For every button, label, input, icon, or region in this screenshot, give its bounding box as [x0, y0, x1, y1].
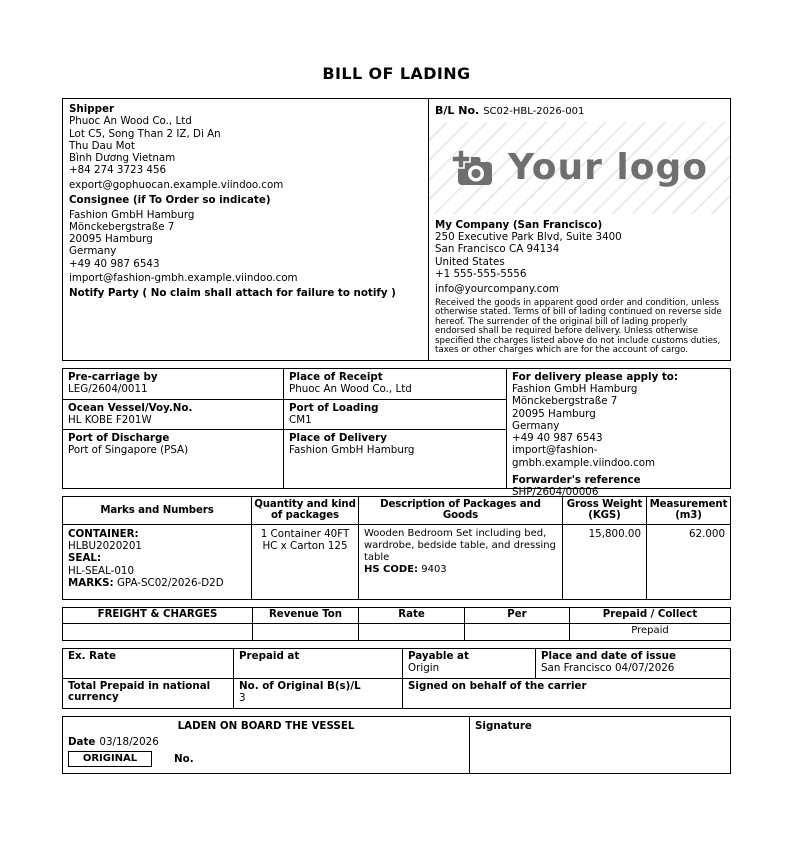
marks-line [68, 577, 246, 589]
ex-rate-label: Ex. Rate [68, 649, 116, 662]
payable-at-label: Payable at [408, 649, 469, 662]
page-title: BILL OF LADING [322, 64, 471, 83]
pre-carriage-cell [63, 369, 283, 399]
place-of-receipt-value: Phuoc An Wood Co., Ltd [289, 383, 412, 396]
column-header-per: Per [464, 608, 569, 624]
shipper-phone: +84 274 3723 456 [69, 164, 167, 177]
shipper-address-line: Lot C5, Song Than 2 IZ, Di An [69, 127, 221, 140]
marks-label: MARKS: [68, 576, 114, 589]
laden-date-row [68, 736, 464, 748]
rate-value-cell [358, 624, 464, 640]
place-of-delivery-label: Place of Delivery [289, 431, 387, 444]
delivery-apply-line: Fashion GmbH Hamburg [512, 383, 638, 396]
payment-section [62, 648, 731, 709]
place-date-issue-cell [535, 649, 730, 678]
parties-section [62, 98, 731, 361]
description-text: Wooden Bedroom Set including bed, wardrobe, bedside table, and dressing table [364, 527, 556, 563]
seal-label: SEAL: [68, 552, 102, 565]
hs-code-value: 9403 [421, 563, 447, 575]
forwarders-reference-label: Forwarder's reference [512, 473, 641, 486]
company-address-line: 250 Executive Park Blvd, Suite 3400 [435, 231, 622, 244]
laden-date-label: Date [68, 736, 96, 749]
container-label: CONTAINER: [68, 527, 139, 540]
routing-section [62, 368, 731, 499]
marks-and-numbers-cell [63, 525, 251, 599]
delivery-apply-phone: +49 40 987 6543 [512, 432, 603, 445]
measurement-cell: 62.000 [646, 525, 730, 599]
signature-cell [469, 717, 730, 773]
shipper-address-line: Bình Dương Vietnam [69, 152, 176, 165]
hs-code-label: HS CODE: [364, 563, 419, 575]
column-header-description: Description of Packages and Goods [358, 497, 562, 525]
company-email: info@yourcompany.com [435, 282, 559, 295]
port-of-discharge-value: Port of Singapore (PSA) [68, 444, 189, 457]
column-header-marks: Marks and Numbers [63, 497, 251, 525]
camera-plus-icon [451, 149, 495, 187]
quantity-cell: 1 Container 40FT HC x Carton 125 [251, 525, 358, 599]
column-header-rate: Rate [358, 608, 464, 624]
notify-party-label: Notify Party ( No claim shall attach for failure to notify ) [69, 287, 396, 300]
place-of-receipt-cell [283, 369, 506, 399]
column-header-revenue-ton: Revenue Ton [252, 608, 358, 624]
shipper-email: export@gophuocan.example.viindoo.com [69, 179, 284, 192]
bl-and-carrier-column [429, 99, 730, 360]
bl-number-value: SC02-HBL-2026-001 [483, 106, 585, 118]
company-logo-placeholder [429, 122, 730, 214]
consignee-address-line: 20095 Hamburg [69, 233, 153, 246]
delivery-apply-label: For delivery please apply to: [512, 370, 678, 383]
consignee-address-line: Germany [69, 245, 117, 258]
hs-code-line [364, 564, 557, 576]
signed-on-behalf-cell [402, 678, 730, 708]
port-of-discharge-label: Port of Discharge [68, 431, 170, 444]
consignee-label: Consignee (if To Order so indicate) [69, 193, 271, 206]
total-prepaid-label: Total Prepaid in national currency [68, 679, 211, 704]
issuing-company-block [429, 214, 730, 295]
delivery-apply-line: 20095 Hamburg [512, 407, 596, 420]
consignee-address-line: Mönckebergstraße 7 [69, 220, 175, 233]
laden-on-board-section [62, 716, 731, 774]
seal-number: HL-SEAL-010 [68, 564, 135, 577]
per-value-cell [464, 624, 569, 640]
pre-carriage-label: Pre-carriage by [68, 370, 158, 383]
prepaid-at-label: Prepaid at [239, 649, 300, 662]
freight-charges-value-cell [63, 624, 252, 640]
forwarders-reference-value: SHP/2604/00006 [512, 486, 599, 499]
column-header-freight-charges: FREIGHT & CHARGES [63, 608, 252, 624]
ocean-vessel-value: HL KOBE F201W [68, 414, 152, 427]
company-name: My Company (San Francisco) [435, 218, 603, 231]
no-of-originals-value: 3 [239, 691, 246, 704]
delivery-apply-cell [506, 369, 730, 499]
marks-value: GPA-SC02/2026-D2D [116, 576, 224, 589]
prepaid-at-cell [233, 649, 402, 678]
terms-of-carriage-text: Received the goods in apparent good order and condition, unless otherwise stated. Terms of bill of lading continued on reverse side hereof. The surrender of the original bill of lading properly endorsed shall be required before delivery. Unless otherwise specified the charges listed above do not include customs duties, taxes or other charges which are for the account of cargo. [435, 297, 722, 356]
column-header-measurement: Measurement (m3) [646, 497, 730, 525]
logo-placeholder-text: Your logo [508, 146, 708, 188]
laden-on-board-cell [63, 717, 469, 773]
delivery-apply-email: import@fashion-gmbh.example.viindoo.com [512, 444, 656, 469]
signed-on-behalf-label: Signed on behalf of the carrier [408, 679, 587, 692]
freight-charges-table [62, 607, 731, 641]
column-header-gross-weight: Gross Weight (KGS) [562, 497, 646, 525]
container-number: HLBU2020201 [68, 540, 142, 553]
original-stamp-row [68, 751, 464, 767]
port-of-loading-value: CM1 [289, 414, 312, 427]
payable-at-value: Origin [408, 661, 440, 674]
original-stamp: ORIGINAL [68, 751, 152, 767]
ocean-vessel-label: Ocean Vessel/Voy.No. [68, 401, 193, 414]
company-address-line: United States [435, 255, 505, 268]
ocean-vessel-cell [63, 399, 283, 429]
delivery-apply-line: Mönckebergstraße 7 [512, 395, 618, 408]
payable-at-cell [402, 649, 535, 678]
gross-weight-cell: 15,800.00 [562, 525, 646, 599]
ex-rate-cell [63, 649, 233, 678]
place-of-delivery-cell [283, 429, 506, 488]
shipper-consignee-column [63, 99, 429, 360]
shipper-name: Phuoc An Wood Co., Ltd [69, 115, 192, 128]
consignee-name: Fashion GmbH Hamburg [69, 208, 195, 221]
bl-number-label: B/L No. [435, 104, 480, 118]
shipper-address-line: Thu Dau Mot [69, 139, 135, 152]
port-of-loading-cell [283, 399, 506, 429]
original-number-label: No. [174, 753, 194, 766]
no-of-originals-cell [233, 678, 402, 708]
description-cell [358, 525, 562, 599]
prepaid-collect-value-cell: Prepaid [569, 624, 730, 640]
laden-on-board-title: LADEN ON BOARD THE VESSEL [177, 719, 355, 732]
delivery-apply-line: Germany [512, 419, 560, 432]
place-date-issue-value: San Francisco 04/07/2026 [541, 661, 675, 674]
port-of-loading-label: Port of Loading [289, 401, 379, 414]
place-date-issue-label: Place and date of issue [541, 649, 676, 662]
consignee-phone: +49 40 987 6543 [69, 257, 160, 270]
place-of-receipt-label: Place of Receipt [289, 370, 383, 383]
shipper-label: Shipper [69, 103, 115, 116]
no-of-originals-label: No. of Original B(s)/L [239, 679, 361, 692]
company-phone: +1 555-555-5556 [435, 267, 527, 280]
pre-carriage-value: LEG/2604/0011 [68, 383, 148, 396]
column-header-quantity: Quantity and kind of packages [251, 497, 358, 525]
bl-number-row [429, 99, 730, 120]
total-prepaid-cell [63, 678, 233, 708]
port-of-discharge-cell [63, 429, 283, 488]
column-header-prepaid-collect: Prepaid / Collect [569, 608, 730, 624]
place-of-delivery-value: Fashion GmbH Hamburg [289, 444, 415, 457]
laden-date-value: 03/18/2026 [99, 736, 159, 749]
consignee-email: import@fashion-gmbh.example.viindoo.com [69, 272, 298, 285]
goods-table [62, 496, 731, 600]
signature-label: Signature [475, 719, 532, 732]
revenue-ton-value-cell [252, 624, 358, 640]
company-address-line: San Francisco CA 94134 [435, 243, 560, 256]
